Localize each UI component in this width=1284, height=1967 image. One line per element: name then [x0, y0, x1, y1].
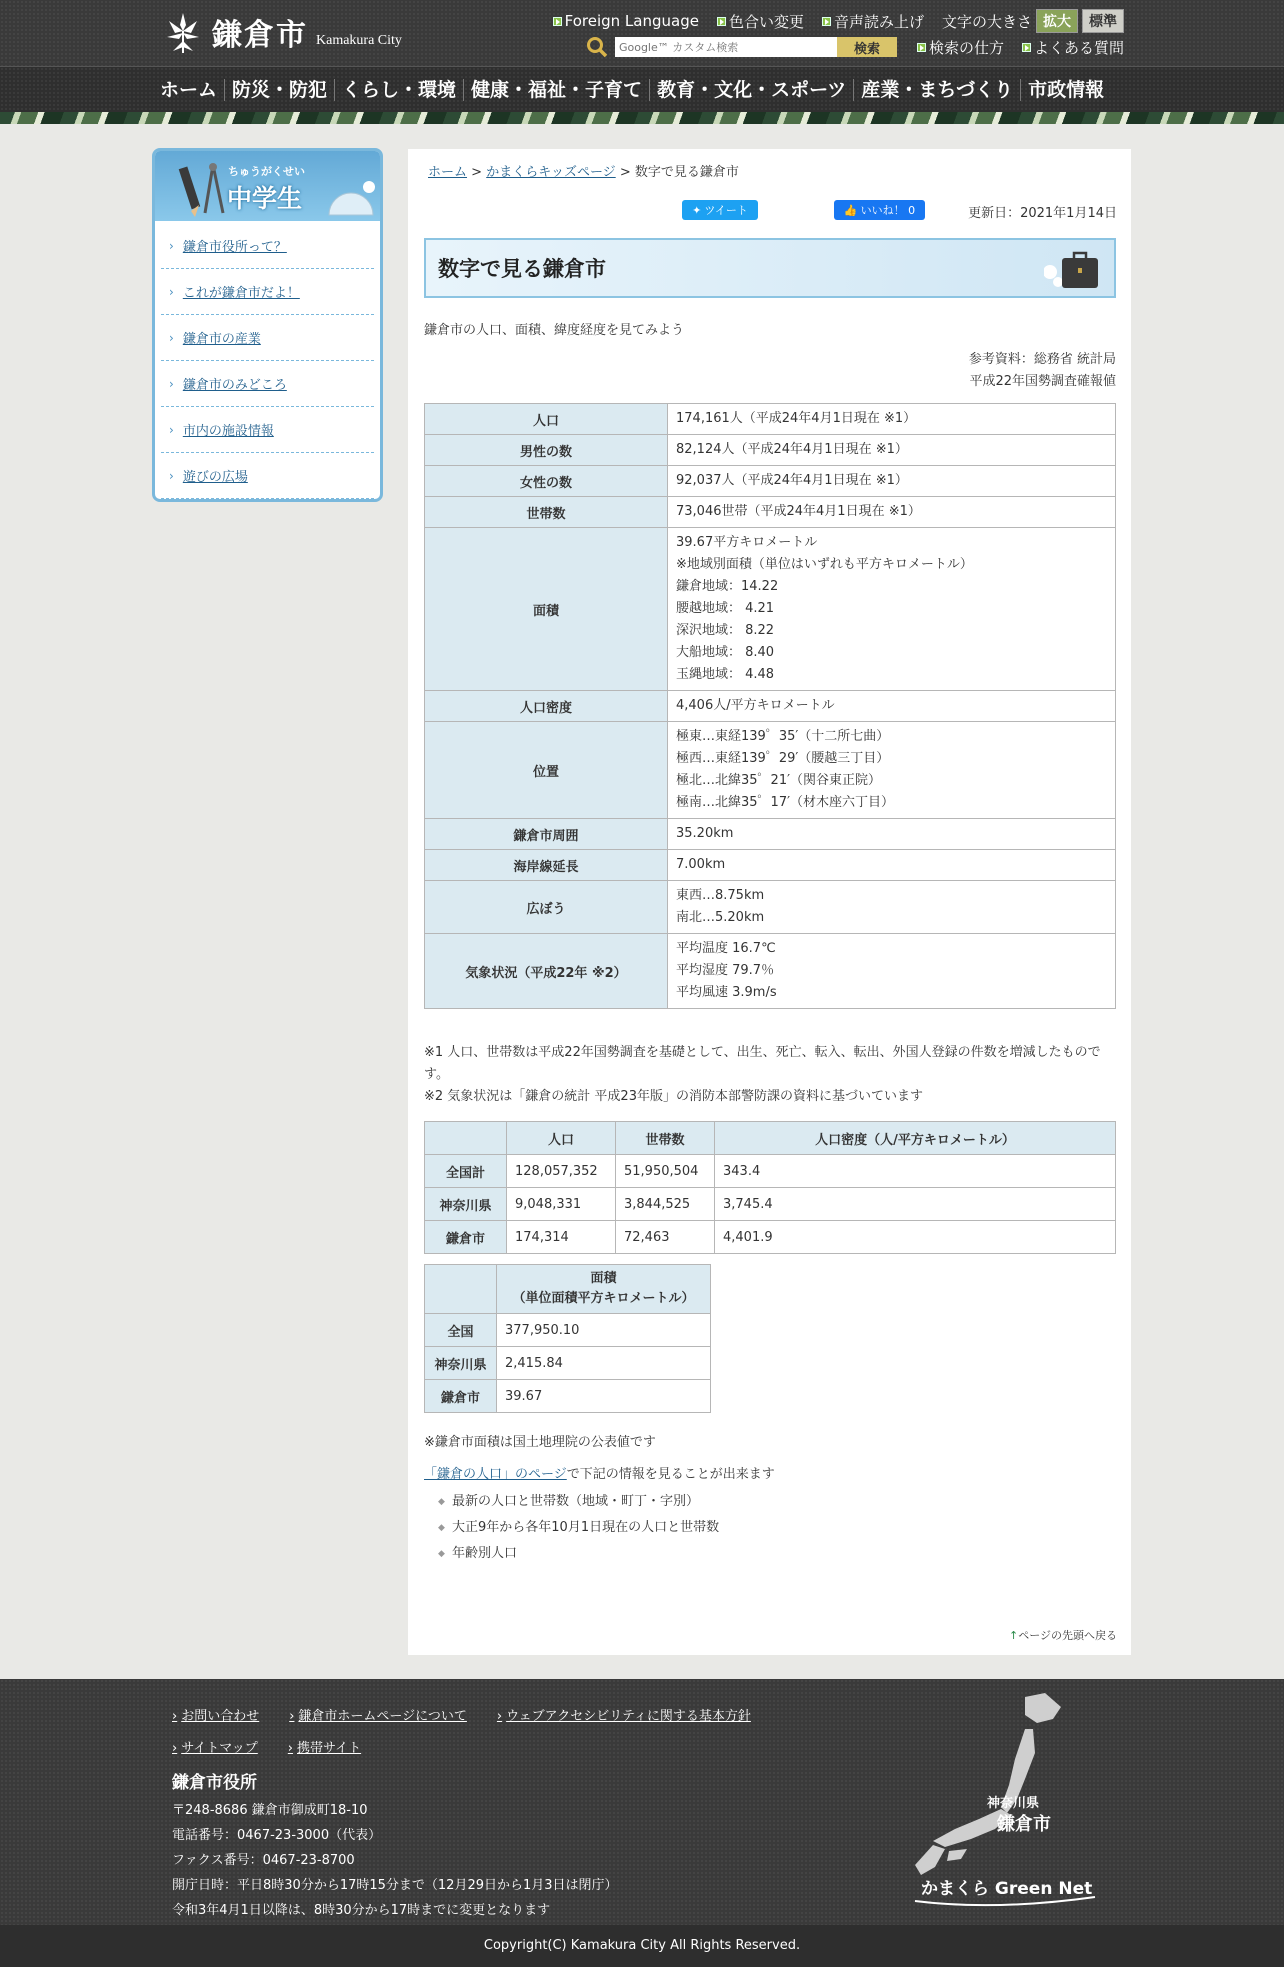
chevron-right-icon: ›: [169, 284, 174, 299]
table-row: [425, 881, 1116, 934]
footer-about-link[interactable]: › 鎌倉市ホームページについて: [289, 1709, 467, 1724]
table-cell: 3,745.4: [715, 1188, 1116, 1221]
chevron-right-icon: ›: [169, 376, 174, 391]
chevron-right-icon: ›: [287, 1741, 293, 1756]
faq-link[interactable]: よくある質問: [1022, 37, 1124, 58]
table-row: [425, 1314, 711, 1347]
header-utility-links: [535, 9, 1124, 33]
table-row: [425, 1347, 711, 1380]
search-button[interactable]: 検索: [837, 37, 897, 57]
twitter-bird-icon: ✦: [692, 203, 702, 217]
table-cell: 39.67: [497, 1380, 711, 1413]
japan-map: [875, 1689, 1135, 1919]
chevron-right-icon: ›: [289, 1709, 295, 1724]
table-cell: 3,844,525: [616, 1188, 715, 1221]
table-header-row: 面積 （単位面積平方キロメートル）: [425, 1265, 711, 1314]
updated-date: 更新日：2021年1月14日: [968, 206, 1117, 221]
breadcrumb-home[interactable]: ホーム: [428, 165, 468, 180]
read-aloud-link[interactable]: 音声読み上げ: [822, 11, 924, 32]
footnotes: ※1 人口、世帯数は平成22年国勢調査を基礎として、出生、死亡、転入、転出、外国人登録の件数を増減したものです。 ※2 気象状況は「鎌倉の統計 平成23年版」の消防本部警防課の資料に基づいています: [424, 1045, 1101, 1104]
site-header: [0, 0, 1284, 66]
table-row: [425, 435, 1116, 466]
table-row: [425, 497, 1116, 528]
sidebar-menu: [155, 221, 380, 501]
table-cell: 51,950,504: [616, 1155, 715, 1188]
green-net-brand: かまくら Green Net: [921, 1879, 1093, 1899]
search-howto-link[interactable]: 検索の仕方: [917, 37, 1004, 58]
arrow-bullet-icon: [717, 17, 726, 26]
logo-text-jp: 鎌倉市: [212, 18, 308, 53]
stat-value: 39.67平方キロメートル ※地域別面積（単位はいずれも平方キロメートル） 鎌倉地域：14.22 腰越地域： 4.21 深沢地域： 8.22 大船地域： 8.40 玉縄地域： 4.48: [668, 528, 1116, 691]
font-size-large-button[interactable]: 拡大: [1036, 9, 1078, 33]
sidebar-item-industry[interactable]: › 鎌倉市の産業: [161, 315, 374, 361]
stat-label: 世帯数: [425, 497, 668, 528]
sidebar-item-sights[interactable]: › 鎌倉市のみどころ: [161, 361, 374, 407]
list-item: ◆ 年齢別人口: [438, 1541, 719, 1567]
pencil-compass-icon: [177, 159, 229, 217]
social-buttons: [682, 200, 925, 220]
chevron-right-icon: ›: [169, 330, 174, 345]
population-page-link[interactable]: 「鎌倉の人口」のページ: [424, 1467, 567, 1482]
table-header-row: 人口 世帯数 人口密度（人/平方キロメートル）: [425, 1122, 1116, 1155]
table-row: [425, 1221, 1116, 1254]
table-row: [425, 722, 1116, 819]
nav-home[interactable]: ホーム: [160, 79, 225, 101]
chevron-right-icon: ›: [169, 238, 174, 253]
table-row: [425, 1155, 1116, 1188]
table-cell: 72,463: [616, 1221, 715, 1254]
map-city-label: 鎌倉市: [997, 1814, 1051, 1835]
page-title-box: [424, 238, 1116, 298]
area-note: ※鎌倉市面積は国土地理院の公表値です: [424, 1435, 656, 1450]
stat-label: 面積: [425, 528, 668, 691]
stat-value: 4,406人/平方キロメートル: [668, 691, 1116, 722]
table-row: [425, 1188, 1116, 1221]
site-footer: [0, 1679, 1284, 1925]
chevron-right-icon: ›: [496, 1709, 503, 1724]
breadcrumb-separator: >: [619, 165, 631, 180]
list-item: ◆ 最新の人口と世帯数（地域・町丁・字別）: [438, 1489, 719, 1515]
stat-value: 73,046世帯（平成24年4月1日現在 ※1）: [668, 497, 1116, 528]
stat-label: 鎌倉市周囲: [425, 819, 668, 850]
copyright: Copyright(C) Kamakura City All Rights Reserved.: [0, 1925, 1284, 1967]
sidebar-ruby: ちゅうがくせい: [228, 165, 305, 178]
table-cell: 377,950.10: [497, 1314, 711, 1347]
table-cell: 4,401.9: [715, 1221, 1116, 1254]
area-table: [424, 1264, 711, 1413]
stat-value: 92,037人（平成24年4月1日現在 ※1）: [668, 466, 1116, 497]
arrow-bullet-icon: [553, 17, 562, 26]
search-icon: [585, 36, 609, 58]
footer-links: [172, 1701, 872, 1765]
table-cell: 174,314: [507, 1221, 616, 1254]
reference-source: 参考資料：総務省 統計局 平成22年国勢調査確報値: [968, 352, 1116, 389]
sidebar-header: [155, 151, 380, 221]
table-row: [425, 691, 1116, 722]
breadcrumb: [428, 161, 739, 180]
stat-label: 広ぼう: [425, 881, 668, 934]
footer-address: 〒248-8686 鎌倉市御成町18-10 電話番号：0467-23-3000（代表） ファクス番号：0467-23-8700 開庁日時：平日8時30分から17時15分まで（12月29日から1月3日は閉庁） 令和3年4月1日以降は、8時30分から17時までに変更となります: [172, 1803, 618, 1918]
nav-industry[interactable]: 産業・まちづくり: [854, 79, 1021, 101]
footer-accessibility-link[interactable]: › ウェブアクセシビリティに関する基本方針: [496, 1709, 751, 1724]
header-help-links: [917, 37, 1124, 58]
stat-label: 男性の数: [425, 435, 668, 466]
site-logo[interactable]: [160, 10, 402, 56]
arrow-bullet-icon: [917, 43, 926, 52]
stat-label: 位置: [425, 722, 668, 819]
table-row: [425, 404, 1116, 435]
stat-label: 女性の数: [425, 466, 668, 497]
sidebar-item-this-is-kamakura[interactable]: › これが鎌倉市だよ！: [161, 269, 374, 315]
header-search: [585, 36, 1124, 58]
population-info-list: [438, 1489, 719, 1567]
nav-disaster-prevention[interactable]: 防災・防犯: [225, 79, 335, 101]
page-title: 数字で見る鎌倉市: [438, 257, 606, 281]
thumbs-up-icon: 👍: [843, 203, 858, 217]
stat-value: 82,124人（平成24年4月1日現在 ※1）: [668, 435, 1116, 466]
row-header: 神奈川県: [425, 1188, 507, 1221]
stat-label: 海岸線延長: [425, 850, 668, 881]
table-cell: 2,415.84: [497, 1347, 711, 1380]
sidebar-item-city-office[interactable]: › 鎌倉市役所って？: [161, 223, 374, 269]
breadcrumb-current: 数字で見る鎌倉市: [634, 165, 739, 180]
arrow-up-icon: ↑: [1009, 1629, 1019, 1642]
comparison-table: [424, 1121, 1116, 1254]
nav-education-culture[interactable]: 教育・文化・スポーツ: [650, 79, 854, 101]
decorative-leaf-band: [0, 112, 1284, 124]
table-cell: 343.4: [715, 1155, 1116, 1188]
population-link-line: 「鎌倉の人口」のページで下記の情報を見ることが出来ます: [424, 1467, 775, 1482]
chevron-right-icon: ›: [169, 468, 174, 483]
table-row: [425, 466, 1116, 497]
breadcrumb-kids[interactable]: かまくらキッズページ: [486, 165, 616, 180]
table-row: [425, 528, 1116, 691]
table-row: [425, 819, 1116, 850]
foreign-language-link[interactable]: Foreign Language: [553, 12, 699, 30]
sidebar: [152, 148, 383, 502]
footer-office-name: 鎌倉市役所: [172, 1773, 257, 1793]
global-nav: [0, 66, 1284, 112]
chevron-right-icon: ›: [169, 422, 174, 437]
stat-label: 人口密度: [425, 691, 668, 722]
stat-value: 東西…8.75km 南北…5.20km: [668, 881, 1116, 934]
facebook-like-button[interactable]: 👍 いいね！ 0: [834, 200, 925, 220]
main-content: [408, 149, 1131, 1655]
city-stats-table: [424, 403, 1116, 1009]
sidebar-item-facilities[interactable]: › 市内の施設情報: [161, 407, 374, 453]
nav-living-environment[interactable]: くらし・環境: [335, 79, 464, 101]
back-to-top-link[interactable]: ↑ページの先頭へ戻る: [1009, 1629, 1117, 1642]
table-row: [425, 934, 1116, 1009]
chevron-right-icon: ›: [172, 1709, 178, 1724]
table-row: [425, 1380, 711, 1413]
font-size-standard-button[interactable]: 標準: [1082, 9, 1124, 33]
nav-city-info[interactable]: 市政情報: [1028, 79, 1105, 101]
breadcrumb-separator: >: [471, 165, 483, 180]
tweet-button[interactable]: ✦ ツイート: [682, 200, 758, 220]
search-input[interactable]: [615, 37, 837, 57]
sidebar-title: 中学生: [227, 184, 303, 213]
row-header: 全国: [425, 1314, 497, 1347]
stat-value: 174,161人（平成24年4月1日現在 ※1）: [668, 404, 1116, 435]
row-header: 全国計: [425, 1155, 507, 1188]
arrow-bullet-icon: [822, 17, 831, 26]
nav-health-welfare[interactable]: 健康・福祉・子育て: [464, 79, 650, 101]
footer-contact-link[interactable]: › お問い合わせ: [172, 1709, 260, 1724]
row-header: 鎌倉市: [425, 1380, 497, 1413]
bamboo-leaf-logo-icon: [160, 10, 206, 56]
row-header: 神奈川県: [425, 1347, 497, 1380]
table-cell: 128,057,352: [507, 1155, 616, 1188]
sidebar-item-playground[interactable]: › 遊びの広場: [161, 453, 374, 499]
stat-value: 7.00km: [668, 850, 1116, 881]
japan-map-icon: [875, 1689, 1135, 1919]
font-size-label: 文字の大きさ: [941, 12, 1032, 31]
map-prefecture-label: 神奈川県: [987, 1796, 1040, 1811]
stat-value: 平均温度 16.7℃ 平均湿度 79.7％ 平均風速 3.9m/s: [668, 934, 1116, 1009]
footer-sitemap-link[interactable]: › サイトマップ: [172, 1741, 258, 1756]
stat-label: 人口: [425, 404, 668, 435]
stat-value: 極東…東経139゜35′（十二所七曲） 極西…東経139゜29′（腰越三丁目） 極北…北緯35゜21′（関谷東正院） 極南…北緯35゜17′（材木座六丁目）: [668, 722, 1116, 819]
stat-value: 35.20km: [668, 819, 1116, 850]
logo-text-en: Kamakura City: [316, 33, 402, 48]
arrow-bullet-icon: [1022, 43, 1031, 52]
row-header: 鎌倉市: [425, 1221, 507, 1254]
briefcase-icon: [1044, 248, 1100, 290]
table-row: [425, 850, 1116, 881]
table-cell: 9,048,331: [507, 1188, 616, 1221]
chevron-right-icon: ›: [172, 1741, 178, 1756]
stat-label: 気象状況（平成22年 ※2）: [425, 934, 668, 1009]
intro-text: 鎌倉市の人口、面積、緯度経度を見てみよう: [424, 323, 685, 338]
footer-mobile-link[interactable]: › 携帯サイト: [287, 1741, 362, 1756]
list-item: ◆ 大正9年から各年10月1日現在の人口と世帯数: [438, 1515, 719, 1541]
protractor-icon: [325, 177, 377, 217]
color-change-link[interactable]: 色合い変更: [717, 11, 804, 32]
